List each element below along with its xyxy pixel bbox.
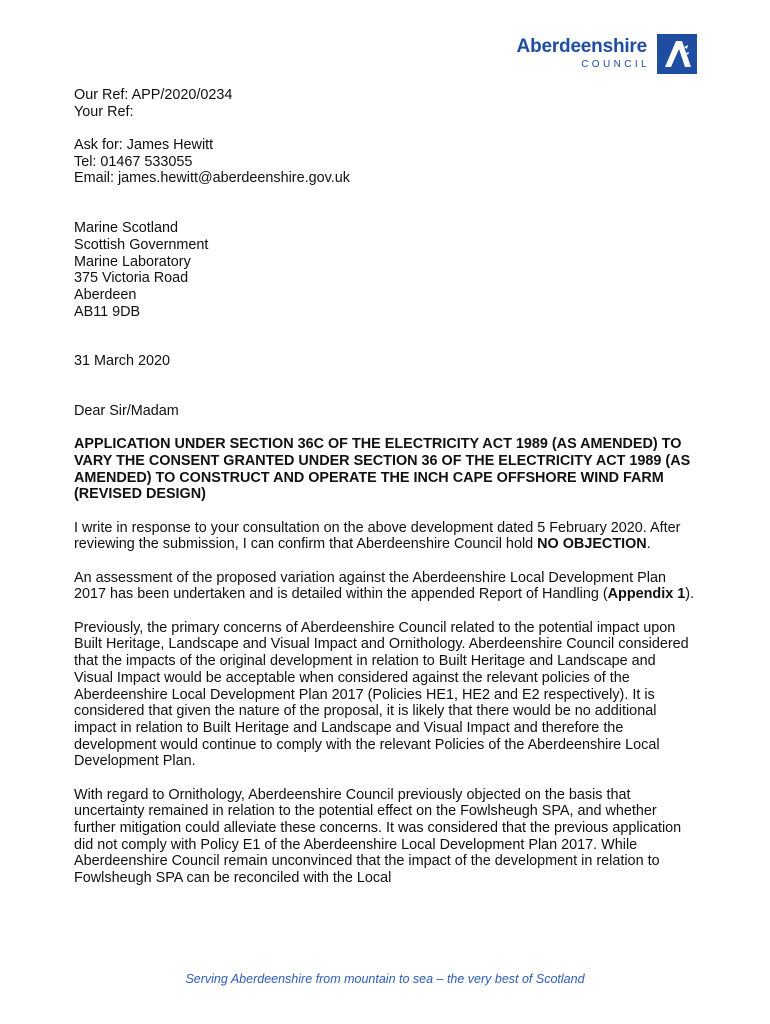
address-line: Scottish Government: [74, 236, 209, 253]
reference-block: [74, 87, 698, 120]
salutation: Dear Sir/Madam: [74, 403, 179, 420]
address-line: Marine Scotland: [74, 220, 178, 237]
our-ref: Our Ref: APP/2020/0234: [74, 87, 233, 103]
logo-council: COUNCIL: [581, 59, 650, 70]
address-line: Marine Laboratory: [74, 253, 191, 270]
ask-for: Ask for: James Hewitt: [74, 137, 214, 153]
paragraph-2-text: An assessment of the proposed variation against the Aberdeenshire Local Development Plan 2017 has been undertaken and is detailed within the appended Report of Handling (: [74, 569, 666, 603]
address-line: 375 Victoria Road: [74, 270, 189, 287]
logo-name: Aberdeenshire: [516, 36, 647, 57]
paragraph-2: [74, 570, 698, 603]
paragraph-1-text: I write in response to your consultation on the above development dated 5 February 2020. After reviewing the submission, I can confirm that Aberdeenshire Council hold: [74, 519, 681, 553]
subject-heading: APPLICATION UNDER SECTION 36C OF THE ELECTRICITY ACT 1989 (AS AMENDED) TO VARY THE CONSENT GRANTED UNDER SECTION 36 OF THE ELECTRICITY ACT 1989 (AS AMENDED) TO CONSTRUCT AND OPERATE THE INCH CAPE OFFSHORE WIND FARM (REVISED DESIGN): [74, 436, 691, 503]
paragraph-1: [74, 520, 698, 553]
logo-wordmark: [516, 36, 650, 72]
email: Email: james.hewitt@aberdeenshire.gov.uk: [74, 170, 350, 187]
paragraph-2-end: ).: [685, 586, 695, 603]
aberdeenshire-logo-icon: [657, 34, 697, 74]
paragraph-3: Previously, the primary concerns of Aberdeenshire Council related to the potential impact upon Built Heritage, Landscape and Visual Impact and Ornithology. Aberdeenshire Council considered that the impacts of the original development in relation to Built Heritage and Landscape and Visual Impact would be acceptable when considered against the relevant policies of the Aberdeenshire Local Development Plan 2017 (Policies HE1, HE2 and E2 respectively). It is considered that given the nature of the proposal, it is likely that there would be no additional impact in relation to Built Heritage and Landscape and Visual Impact and therefore the development would continue to comply with the relevant Policies of the Aberdeenshire Local Development Plan.: [74, 619, 689, 770]
paragraph-2-bold: Appendix 1: [607, 586, 686, 603]
contact-block: [74, 137, 698, 187]
paragraph-4: With regard to Ornithology, Aberdeenshire Council previously objected on the basis that uncertainty remained in relation to the potential effect on the Fowlsheugh SPA, and whether further mitigation could alleviate these concerns. It was considered that the previous application did not comply with Policy E1 of the Aberdeenshire Local Development Plan 2017. While Aberdeenshire Council remain unconvinced that the impact of the development in relation to Fowlsheugh SPA can be reconciled with the Local: [74, 786, 682, 887]
your-ref: Your Ref:: [74, 103, 134, 120]
paragraph-1-end: .: [646, 536, 651, 553]
address-line: AB11 9DB: [74, 303, 141, 320]
footer-slogan: Serving Aberdeenshire from mountain to sea – the very best of Scotland: [185, 972, 585, 986]
letter-body: [74, 87, 698, 903]
telephone: Tel: 01467 533055: [74, 153, 193, 170]
letter-date: 31 March 2020: [74, 353, 170, 370]
paragraph-1-bold: NO OBJECTION: [537, 536, 647, 553]
recipient-address: [74, 220, 698, 320]
address-line: Aberdeen: [74, 286, 137, 303]
